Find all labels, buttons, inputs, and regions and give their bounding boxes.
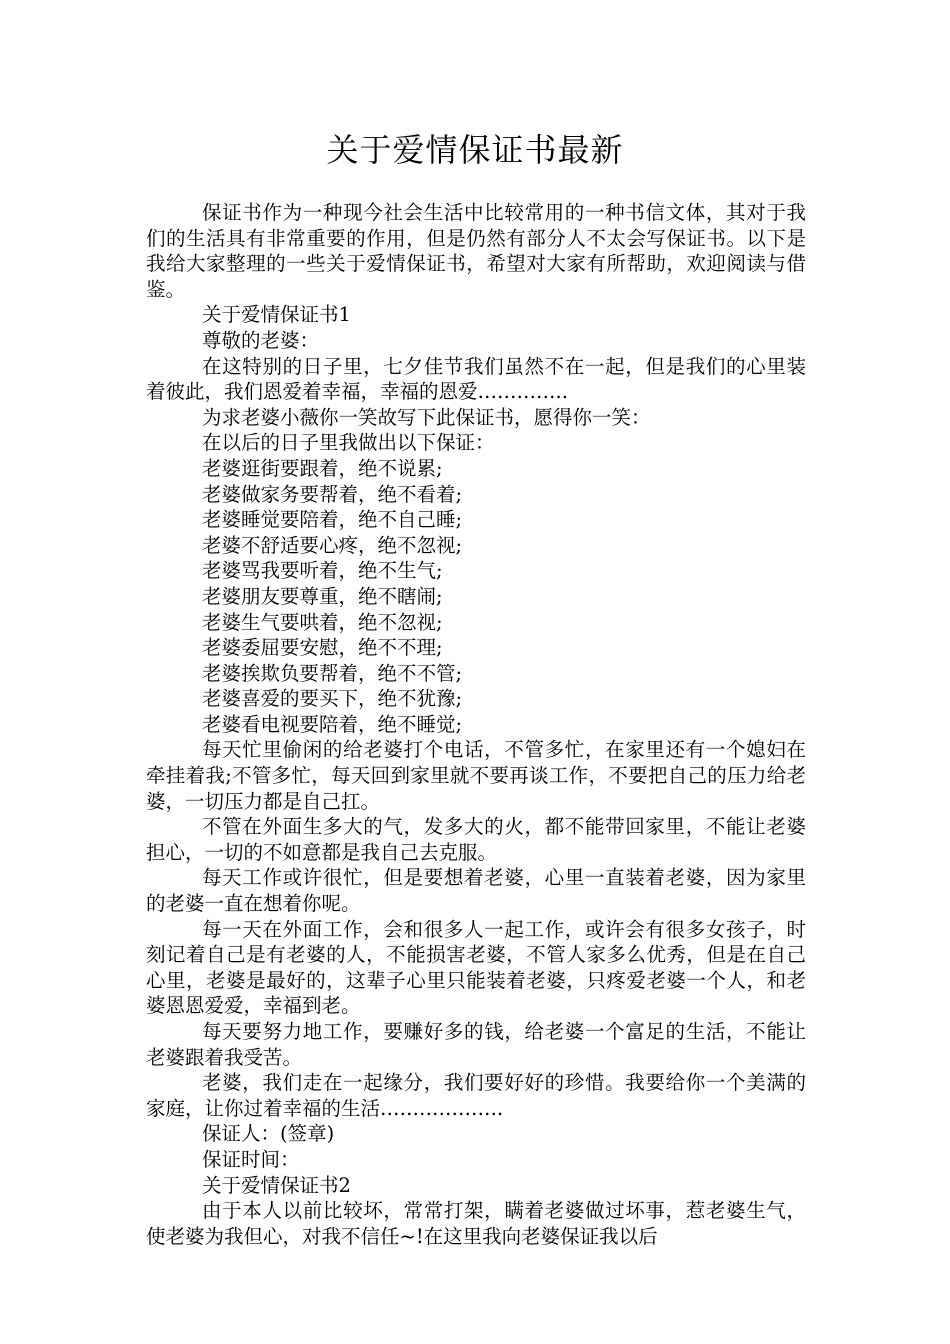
promise-item: 老婆朋友要尊重，绝不瞎闹; <box>202 584 443 608</box>
promise-item: 老婆骂我要听着，绝不生气; <box>202 559 443 583</box>
paragraph: 在以后的日子里我做出以下保证： <box>202 431 495 455</box>
section-heading-2: 关于爱情保证书2 <box>202 1173 351 1197</box>
paragraph: 每天工作或许很忙，但是要想着老婆，心里一直装着老婆，因为家里的老婆一直在想着你呢。 <box>146 866 806 916</box>
document-body <box>146 200 806 1249</box>
guarantor-line: 保证人：(签章) <box>202 1122 335 1146</box>
promise-item: 老婆挨欺负要帮着，绝不不管; <box>202 661 463 685</box>
paragraph: 在这特别的日子里，七夕佳节我们虽然不在一起，但是我们的心里装着彼此，我们恩爱着幸福，幸福的恩爱………….. <box>146 354 806 404</box>
paragraph: 每天要努力地工作，要赚好多的钱，给老婆一个富足的生活，不能让老婆跟着我受苦。 <box>146 1020 806 1069</box>
paragraph: 为求老婆小薇你一笑故写下此保证书，愿得你一笑： <box>202 405 651 429</box>
paragraph: 每天忙里偷闲的给老婆打个电话，不管多忙，在家里还有一个媳妇在牵挂着我;不管多忙，每天回到家里就不要再谈工作，不要把自己的压力给老婆，一切压力都是自己扛。 <box>146 738 806 813</box>
paragraph: 由于本人以前比较坏，常常打架，瞒着老婆做过坏事，惹老婆生气，使老婆为我但心，对我不信任~!在这里我向老婆保证我以后 <box>146 1199 806 1248</box>
promise-item: 老婆逛街要跟着，绝不说累; <box>202 456 443 480</box>
promise-item: 老婆不舒适要心疼，绝不忽视; <box>202 533 463 557</box>
promise-item: 老婆做家务要帮着，绝不看着; <box>202 482 463 506</box>
paragraph-intro: 保证书作为一种现今社会生活中比较常用的一种书信文体，其对于我们的生活具有非常重要的作用，但是仍然有部分人不太会写保证书。以下是我给大家整理的一些关于爱情保证书，希望对大家有所帮助，欢迎阅读与借鉴。 <box>146 201 806 301</box>
promise-item: 老婆睡觉要陪着，绝不自己睡; <box>202 508 463 532</box>
promise-item: 老婆委屈要安慰，绝不不理; <box>202 636 443 660</box>
paragraph: 每一天在外面工作，会和很多人一起工作，或许会有很多女孩子，时刻记着自己是有老婆的人，不能损害老婆，不管人家多么优秀，但是在自己心里，老婆是最好的，这辈子心里只能装着老婆，只疼爱老婆一个人，和老婆恩恩爱爱，幸福到老。 <box>146 917 806 1018</box>
promise-item: 老婆喜爱的要买下，绝不犹豫; <box>202 687 463 711</box>
paragraph: 老婆，我们走在一起缘分，我们要好好的珍惜。我要给你一个美满的家庭，让你过着幸福的生活………………. <box>146 1071 806 1120</box>
promise-item: 老婆生气要哄着，绝不忽视; <box>202 610 443 634</box>
paragraph: 不管在外面生多大的气，发多大的火，都不能带回家里，不能让老婆担心，一切的不如意都是我自己去克服。 <box>146 815 806 864</box>
salutation: 尊敬的老婆： <box>202 328 320 352</box>
section-heading-1: 关于爱情保证书1 <box>202 303 351 327</box>
promise-item: 老婆看电视要陪着，绝不睡觉; <box>202 712 463 736</box>
guarantee-date-line: 保证时间： <box>202 1147 300 1171</box>
document-title: 关于爱情保证书最新 <box>326 131 624 169</box>
